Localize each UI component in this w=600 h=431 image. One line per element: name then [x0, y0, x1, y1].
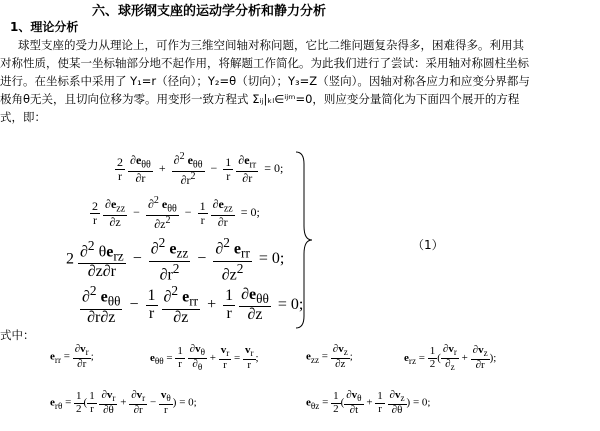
def-ezz: $e_{zz}$ = $\frac{\partial v_z}{\partial z}$ ; — [306, 343, 353, 370]
equation-row-4: $\frac{\partial^2 e_{\theta\theta}}{\partial r\partial z}$ − $\frac{1}{r}$ $\frac{\partial^2 e_{rr}}{\partial z}$ + $\frac{1}{r}$ $\frac{\partial e_{\theta\theta}}{\partial z}$ = 0; — [82, 283, 304, 326]
def-erth: $e_{r\theta}$ = $\frac{1}{2}$ ( $\frac{1}{r}$ $\frac{\partial v_r}{\partial\theta}$ + $\frac{\partial v_r}{\partial r}$ − $\frac{v_\theta}{r}$ ) = 0; — [50, 389, 197, 416]
def-err: $e_{rr}$ = $\frac{\partial v_r}{\partial r}$ ; — [50, 343, 94, 370]
right-brace-icon — [292, 150, 314, 330]
paragraph-line-1: 球型支座的受力从理论上，可作为三维空间轴对称问题，它比二维问题复杂得多，困难得多。利用其 — [18, 38, 524, 52]
where-label: 式中： — [0, 328, 35, 342]
equation-row-2: $\frac{2}{r}$ $\frac{\partial e_{zz}}{\partial z}$ − $\frac{\partial^2 e_{\theta\theta}}{\partial z^2}$ − $\frac{1}{r}$ $\frac{\partial e_{zz}}{\partial r}$ = 0; — [92, 195, 260, 231]
equation-number: （1） — [412, 238, 444, 252]
paragraph-line-5: 式，即： — [0, 110, 46, 124]
equation-row-1: $\frac{2}{r}$ $\frac{\partial e_{\theta\theta}}{\partial r}$ + $\frac{\partial^2 e_{\theta\theta}}{\partial r^2}$ − $\frac{1}{r}$ $\frac{\partial e_{rr}}{\partial r}$ = 0; — [117, 151, 284, 187]
def-ethth: $e_{\theta\theta}$ = $\frac{1}{r}$ $\frac{\partial v_\theta}{\partial_\theta}$ + $\frac{v_r}{r}$ = $\frac{v_r}{r}$ ; — [150, 343, 259, 372]
def-erz: $e_{rz}$ = $\frac{1}{2}$ ( $\frac{\partial v_r}{\partial_z}$ + $\frac{\partial v_z}{\partial r}$ ); — [404, 343, 497, 372]
equation-row-3: 2 $\frac{\partial^2 \theta e_{rz}}{\partial z\partial r}$ − $\frac{\partial^2 e_{zz}}{\partial r^2}$ − $\frac{\partial^2 e_{rr}}{\partial z^2}$ = 0; — [66, 235, 285, 283]
paragraph-line-2: 对称性质，使某一坐标轴部分地不起作用，将解题工作简化。为此我们进行了尝试：采用轴对称圆柱坐标 — [0, 56, 529, 70]
paragraph-line-4: 极角θ无关，且切向位移为零。用变形一致方程式 Σᵢⱼ|ₖₗ∈ⁱʲᵐ=0，则应变分量简化为下面四个展开的方程 — [0, 92, 520, 106]
paragraph-line-3: 进行。在坐标系中采用了 Y₁=r（径向）；Y₂=θ（切向）；Y₃=Z（竖向）。因轴对称各应力和应变分界都与 — [0, 74, 530, 88]
subsection-heading: 1、理论分析 — [10, 20, 79, 34]
section-heading: 六、球形钢支座的运动学分析和静力分析 — [92, 4, 327, 19]
def-ethz: $e_{\theta z}$ = $\frac{1}{2}$ ( $\frac{\partial v_\theta}{\partial t}$ + $\frac{1}{r}$ $\frac{\partial v_z}{\partial\theta}$ ) = 0; — [306, 389, 431, 416]
